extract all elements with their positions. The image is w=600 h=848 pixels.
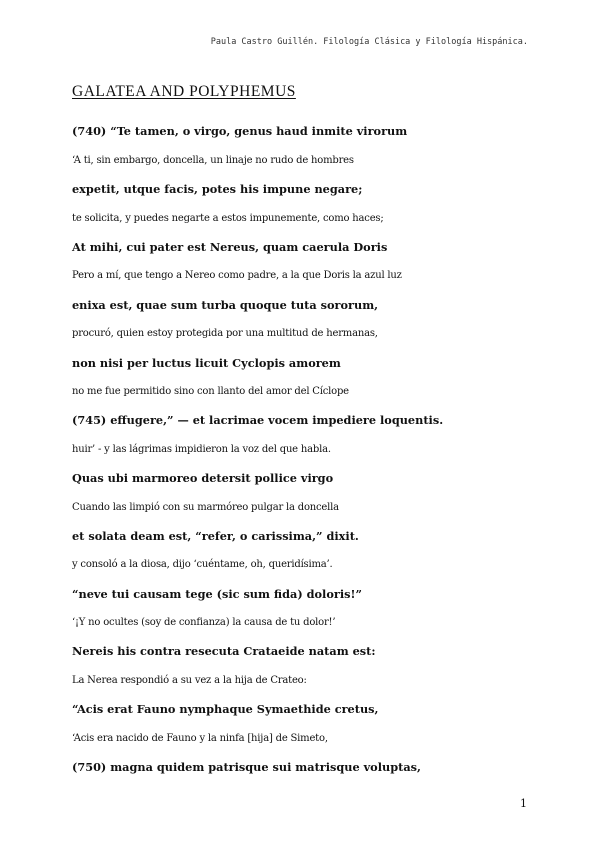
- latin-verse-line: Quas ubi marmoreo detersit pollice virgo: [72, 471, 334, 486]
- latin-verse-line: (750) magna quidem patrisque sui matrisque voluptas,: [72, 760, 421, 775]
- spanish-translation-line: ‘A ti, sin embargo, doncella, un linaje no rudo de hombres: [72, 154, 354, 166]
- spanish-translation-line: ‘Acis era nacido de Fauno y la ninfa [hija] de Simeto,: [72, 732, 328, 744]
- spanish-translation-line: procuró, quien estoy protegida por una multitud de hermanas,: [72, 328, 378, 340]
- verse-lines: [72, 117, 542, 781]
- running-header: Paula Castro Guillén. Filología Clásica y Filología Hispánica.: [210, 37, 528, 47]
- document-title: GALATEA AND POLYPHEMUS: [72, 83, 296, 100]
- latin-verse-line: (745) effugere,” — et lacrimae vocem impediere loquentis.: [72, 413, 444, 428]
- latin-verse-line: (740) “Te tamen, o virgo, genus haud inmite virorum: [72, 124, 408, 139]
- latin-verse-line: At mihi, cui pater est Nereus, quam caerula Doris: [72, 240, 388, 254]
- spanish-translation-line: te solicita, y puedes negarte a estos impunemente, como haces;: [72, 212, 384, 224]
- page-number: 1: [520, 797, 527, 810]
- spanish-translation-line: huir’ - y las lágrimas impidieron la voz del que habla.: [72, 443, 331, 455]
- latin-verse-line: enixa est, quae sum turba quoque tuta sororum,: [72, 297, 379, 312]
- latin-verse-line: expetit, utque facis, potes his impune negare;: [72, 182, 363, 197]
- latin-verse-line: “Acis erat Fauno nymphaque Symaethide cretus,: [72, 702, 379, 717]
- latin-verse-line: et solata deam est, “refer, o carissima,” dixit.: [72, 528, 359, 543]
- spanish-translation-line: Cuando las limpió con su marmóreo pulgar la doncella: [72, 501, 339, 513]
- latin-verse-line: Nereis his contra resecuta Crataeide natam est:: [72, 644, 376, 659]
- latin-verse-line: non nisi per luctus licuit Cyclopis amorem: [72, 355, 341, 370]
- spanish-translation-line: Pero a mí, que tengo a Nereo como padre, a la que Doris la azul luz: [72, 270, 402, 282]
- spanish-translation-line: ‘¡Y no ocultes (soy de confianza) la causa de tu dolor!’: [72, 617, 336, 629]
- latin-verse-line: “neve tui causam tege (sic sum fida) doloris!”: [72, 586, 362, 601]
- spanish-translation-line: La Nerea respondió a su vez a la hija de Crateo:: [72, 674, 307, 686]
- spanish-translation-line: y consoló a la diosa, dijo ‘cuéntame, oh, queridísima’.: [72, 559, 333, 571]
- spanish-translation-line: no me fue permitido sino con llanto del amor del Cíclope: [72, 385, 349, 397]
